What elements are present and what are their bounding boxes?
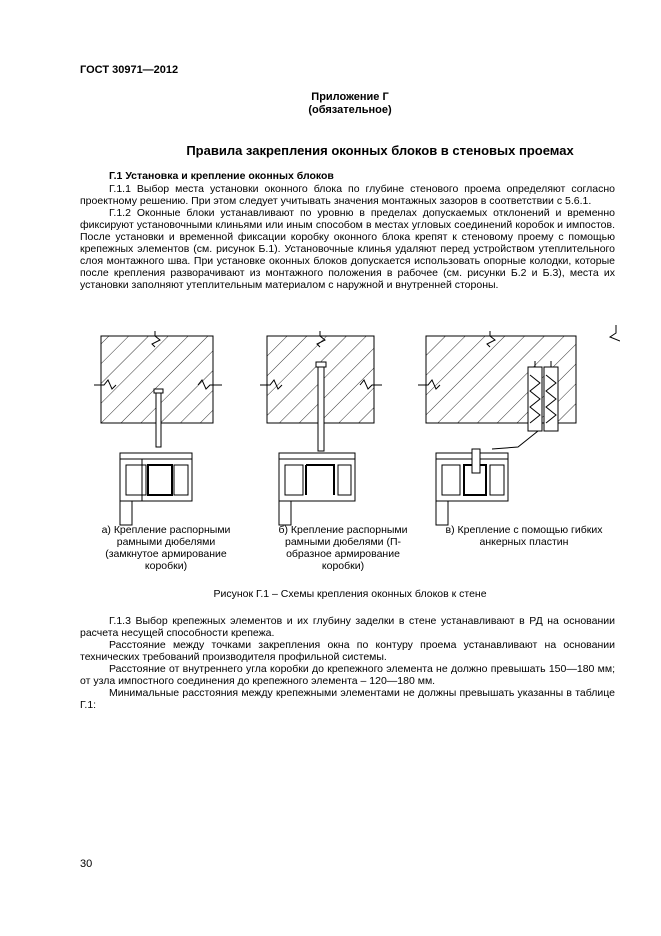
text-block-bottom — [80, 615, 615, 711]
figure-g1 — [80, 325, 620, 530]
window-frame-a — [120, 453, 192, 525]
figure-caption-b: б) Крепление распорными рамными дюбелями (П-образное армирование коробки) — [278, 524, 408, 572]
appendix-status: (обязательное) — [308, 104, 392, 116]
figure-title: Рисунок Г.1 – Схемы крепления оконных блоков к стене — [213, 588, 487, 600]
dowel-b — [318, 365, 324, 451]
appendix-label: Приложение Г — [311, 91, 389, 103]
appendix-title — [0, 91, 661, 117]
paragraph-min-distance: Минимальные расстояния между крепежными элементами не должны превышать указанны в таблице Г.1: — [80, 687, 615, 711]
paragraph-corner-distance: Расстояние от внутреннего угла коробки до крепежного элемента не должно превышать 150—180 мм; от узла импостного соединения до крепежного элемента – 120—180 мм. — [80, 663, 615, 687]
dowel-a — [156, 391, 161, 447]
break-line-icon — [610, 325, 620, 341]
paragraph-g12: Г.1.2 Оконные блоки устанавливают по уровню в пределах допускаемых отклонений и временно фиксируют установочными клиньями или иным способом в местах угловых соединений коробок и импостов. После установки и временной фиксации коробку оконного блока крепят к стеновому проему с помощью крепежных элементов (см. рисунок Б.1). Установочные клинья удаляют перед устройством утеплительного слоя монтажного шва. При установке оконных блоков допускается использовать опорные колодки, которые после крепления разворачивают из монтажного положения в рабочее (см. рисунки Б.2 и Б.3), места их установки заполняют утеплительным материалом с наружной и внутренней стороны. — [80, 207, 615, 291]
paragraph-g13: Г.1.3 Выбор крепежных элементов и их глубину заделки в стене устанавливают в РД на основании расчета несущей способности крепежа. — [80, 615, 615, 639]
dowel-head-a — [154, 389, 163, 393]
window-frame-c — [436, 449, 508, 525]
subsection-title: Г.1 Установка и крепление оконных блоков — [109, 170, 334, 182]
dowel-head-b — [316, 362, 326, 367]
diagram-c — [418, 325, 620, 525]
diagram-a — [94, 331, 222, 525]
doc-code: ГОСТ 30971—2012 — [80, 64, 179, 76]
paragraph-g11: Г.1.1 Выбор места установки оконного блока по глубине стенового проема определяют согласно проектному решению. При этом следует учитывать значения монтажных зазоров в соответствии с 5.6.1. — [80, 183, 615, 207]
figure-caption-c: в) Крепление с помощью гибких анкерных пластин — [445, 524, 603, 548]
text-block-top — [80, 183, 615, 291]
paragraph-fastening-points: Расстояние между точками закрепления окна по контуру проема устанавливают на основании технических требований производителя профильной системы. — [80, 639, 615, 663]
figure-caption-a: а) Крепление распорными рамными дюбелями (замкнутое армирование коробки) — [101, 524, 231, 572]
diagram-b — [260, 331, 382, 525]
window-frame-b — [279, 453, 355, 525]
page-number: 30 — [80, 858, 93, 870]
section-title: Правила закрепления оконных блоков в стеновых проемах — [186, 143, 574, 158]
